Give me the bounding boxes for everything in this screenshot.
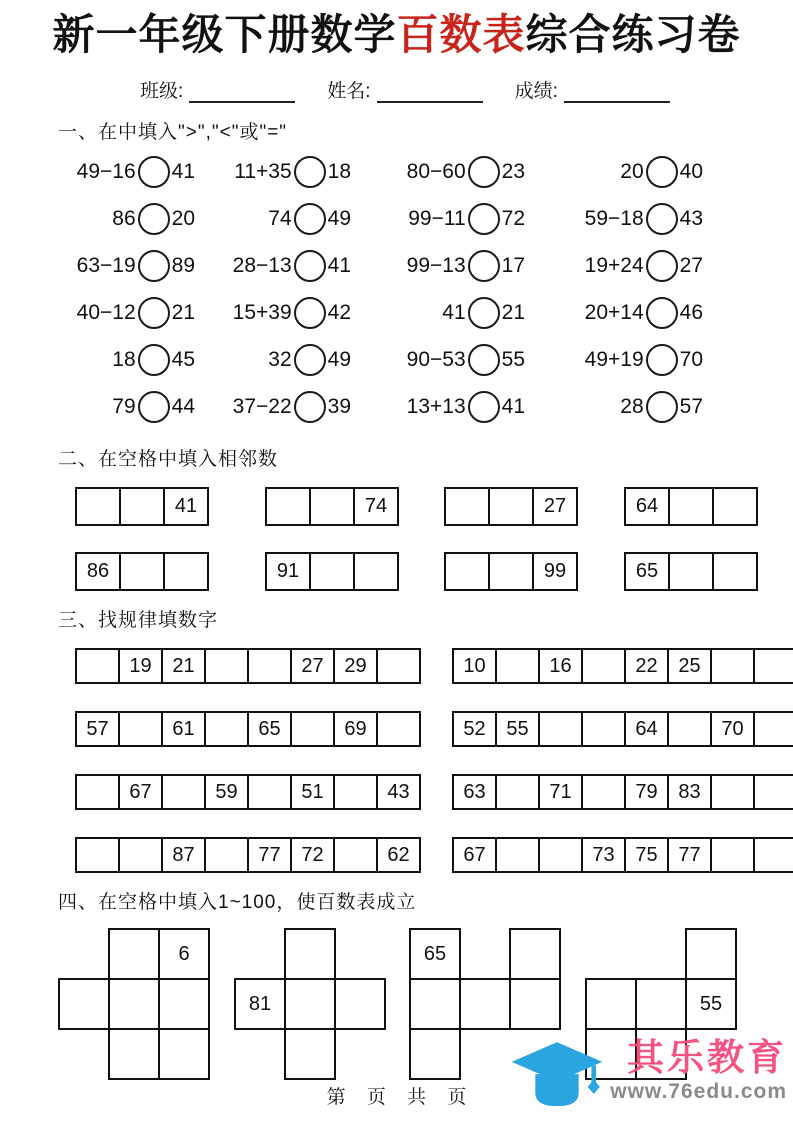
- number-cell: 65: [247, 711, 292, 747]
- empty-answer-cell[interactable]: [309, 552, 355, 591]
- answer-circle[interactable]: [646, 391, 678, 423]
- number-cell: 27: [290, 648, 335, 684]
- comparison-problem: [525, 156, 703, 188]
- number-cell: 64: [624, 487, 670, 526]
- hundred-chart-shape: [58, 928, 214, 1084]
- comparison-problem: [195, 250, 351, 282]
- empty-answer-cell[interactable]: [635, 978, 687, 1030]
- empty-answer-cell[interactable]: [581, 711, 626, 747]
- left-operand: 49+19: [584, 347, 644, 371]
- comparison-grid: [0, 148, 793, 430]
- answer-circle[interactable]: [468, 156, 500, 188]
- answer-circle[interactable]: [138, 344, 170, 376]
- right-operand: 18: [327, 159, 351, 183]
- empty-answer-cell[interactable]: [538, 711, 583, 747]
- left-operand: 41: [442, 300, 466, 324]
- left-operand: 13+13: [406, 394, 466, 418]
- empty-answer-cell[interactable]: [488, 552, 534, 591]
- left-operand: 74: [268, 206, 292, 230]
- grid-row: [0, 648, 793, 684]
- adjacent-grid: [444, 552, 578, 591]
- number-cell: 65: [624, 552, 670, 591]
- empty-answer-cell[interactable]: [108, 928, 160, 980]
- pattern-grid: [452, 648, 793, 684]
- empty-answer-cell[interactable]: [581, 648, 626, 684]
- right-operand: 57: [679, 394, 703, 418]
- empty-answer-cell[interactable]: [753, 711, 793, 747]
- hundred-chart-shape: [234, 928, 390, 1084]
- right-operand: 72: [501, 206, 525, 230]
- right-operand: 49: [327, 347, 351, 371]
- empty-answer-cell[interactable]: [353, 552, 399, 591]
- number-cell: 21: [161, 648, 206, 684]
- empty-answer-cell[interactable]: [265, 487, 311, 526]
- pattern-grid: [75, 648, 421, 684]
- empty-answer-cell[interactable]: [409, 1028, 461, 1080]
- left-operand: 99−13: [406, 253, 466, 277]
- comparison-row: [58, 148, 793, 195]
- section1-heading: 一、在中填入">","<"或"=": [58, 122, 288, 144]
- empty-answer-cell[interactable]: [509, 978, 561, 1030]
- left-operand: 32: [268, 347, 292, 371]
- empty-answer-cell[interactable]: [247, 774, 292, 810]
- left-operand: 63−19: [76, 253, 136, 277]
- comparison-problem: [58, 297, 195, 329]
- comparison-row: [58, 289, 793, 336]
- number-cell: 52: [452, 711, 497, 747]
- empty-answer-cell[interactable]: [409, 978, 461, 1030]
- empty-answer-cell[interactable]: [333, 837, 378, 873]
- comparison-problem: [195, 297, 351, 329]
- empty-answer-cell[interactable]: [58, 978, 110, 1030]
- empty-answer-cell[interactable]: [710, 774, 755, 810]
- empty-answer-cell[interactable]: [376, 648, 421, 684]
- number-cell: 61: [161, 711, 206, 747]
- empty-answer-cell[interactable]: [204, 648, 249, 684]
- number-cell: 63: [452, 774, 497, 810]
- right-operand: 43: [679, 206, 703, 230]
- right-operand: 21: [171, 300, 195, 324]
- publisher-logo: [508, 1038, 787, 1119]
- empty-answer-cell[interactable]: [667, 711, 712, 747]
- empty-answer-cell[interactable]: [710, 837, 755, 873]
- number-cell: 77: [667, 837, 712, 873]
- empty-answer-cell[interactable]: [753, 648, 793, 684]
- empty-answer-cell[interactable]: [163, 552, 209, 591]
- answer-circle[interactable]: [468, 250, 500, 282]
- number-cell: 65: [409, 928, 461, 980]
- comparison-row: [58, 195, 793, 242]
- empty-answer-cell[interactable]: [444, 487, 490, 526]
- number-cell: 67: [452, 837, 497, 873]
- number-cell: 43: [376, 774, 421, 810]
- number-cell: 29: [333, 648, 378, 684]
- number-cell: 79: [624, 774, 669, 810]
- answer-circle[interactable]: [294, 203, 326, 235]
- comparison-problem: [525, 344, 703, 376]
- empty-answer-cell[interactable]: [581, 774, 626, 810]
- comparison-problem: [195, 391, 351, 423]
- empty-answer-cell[interactable]: [710, 648, 755, 684]
- empty-answer-cell[interactable]: [75, 774, 120, 810]
- page-title: [0, 0, 793, 60]
- right-operand: 41: [327, 253, 351, 277]
- answer-circle[interactable]: [646, 297, 678, 329]
- page-footer: 第 页 共 页: [326, 1087, 467, 1108]
- number-cell: 99: [532, 552, 578, 591]
- comparison-problem: [195, 344, 351, 376]
- number-cell: 83: [667, 774, 712, 810]
- empty-answer-cell[interactable]: [753, 837, 793, 873]
- number-cell: 16: [538, 648, 583, 684]
- left-operand: 19+24: [584, 253, 644, 277]
- empty-answer-cell[interactable]: [495, 837, 540, 873]
- number-cell: 41: [163, 487, 209, 526]
- name-label: 姓名:: [327, 81, 371, 103]
- score-label: 成绩:: [514, 81, 558, 103]
- number-cell: 55: [685, 978, 737, 1030]
- class-blank[interactable]: [189, 79, 295, 103]
- adjacent-grid: [444, 487, 578, 526]
- comparison-problem: [195, 156, 351, 188]
- empty-answer-cell[interactable]: [334, 978, 386, 1030]
- answer-circle[interactable]: [294, 297, 326, 329]
- right-operand: 41: [501, 394, 525, 418]
- empty-answer-cell[interactable]: [75, 487, 121, 526]
- answer-circle[interactable]: [468, 344, 500, 376]
- empty-answer-cell[interactable]: [204, 837, 249, 873]
- answer-circle[interactable]: [294, 250, 326, 282]
- number-cell: 27: [532, 487, 578, 526]
- number-cell: 77: [247, 837, 292, 873]
- pattern-grid: [75, 837, 421, 873]
- right-operand: 21: [501, 300, 525, 324]
- answer-circle[interactable]: [468, 203, 500, 235]
- comparison-problem: [195, 203, 351, 235]
- right-operand: 49: [327, 206, 351, 230]
- left-operand: 86: [112, 206, 136, 230]
- grid-row: [0, 774, 793, 810]
- left-operand: 37−22: [232, 394, 292, 418]
- empty-answer-cell[interactable]: [495, 648, 540, 684]
- answer-circle[interactable]: [646, 250, 678, 282]
- grid-row: [0, 487, 793, 526]
- score-field: [515, 76, 670, 103]
- empty-answer-cell[interactable]: [444, 552, 490, 591]
- class-field: [140, 76, 295, 103]
- right-operand: 46: [679, 300, 703, 324]
- number-cell: 57: [75, 711, 120, 747]
- grid-row: [0, 552, 793, 591]
- empty-answer-cell[interactable]: [75, 648, 120, 684]
- empty-answer-cell[interactable]: [459, 978, 511, 1030]
- number-cell: 75: [624, 837, 669, 873]
- number-cell: 59: [204, 774, 249, 810]
- grid-row: [0, 837, 793, 873]
- comparison-problem: [351, 156, 525, 188]
- left-operand: 28: [620, 394, 644, 418]
- number-cell: 10: [452, 648, 497, 684]
- comparison-problem: [58, 156, 195, 188]
- answer-circle[interactable]: [138, 297, 170, 329]
- empty-answer-cell[interactable]: [333, 774, 378, 810]
- empty-answer-cell[interactable]: [488, 487, 534, 526]
- answer-circle[interactable]: [294, 391, 326, 423]
- left-operand: 40−12: [76, 300, 136, 324]
- comparison-problem: [525, 391, 703, 423]
- empty-answer-cell[interactable]: [509, 928, 561, 980]
- comparison-problem: [525, 250, 703, 282]
- empty-answer-cell[interactable]: [247, 648, 292, 684]
- empty-answer-cell[interactable]: [668, 487, 714, 526]
- empty-answer-cell[interactable]: [284, 1028, 336, 1080]
- comparison-problem: [351, 297, 525, 329]
- empty-answer-cell[interactable]: [376, 711, 421, 747]
- right-operand: 41: [171, 159, 195, 183]
- number-cell: 91: [265, 552, 311, 591]
- number-cell: 86: [75, 552, 121, 591]
- empty-answer-cell[interactable]: [118, 711, 163, 747]
- right-operand: 40: [679, 159, 703, 183]
- empty-answer-cell[interactable]: [290, 711, 335, 747]
- adjacent-grid: [265, 487, 399, 526]
- name-field: [327, 76, 482, 103]
- number-cell: 25: [667, 648, 712, 684]
- number-cell: 71: [538, 774, 583, 810]
- empty-answer-cell[interactable]: [495, 774, 540, 810]
- empty-answer-cell[interactable]: [712, 552, 758, 591]
- answer-circle[interactable]: [468, 391, 500, 423]
- number-cell: 69: [333, 711, 378, 747]
- empty-answer-cell[interactable]: [284, 978, 336, 1030]
- number-cell: 22: [624, 648, 669, 684]
- empty-answer-cell[interactable]: [668, 552, 714, 591]
- graduation-cap-icon: [508, 1038, 606, 1119]
- number-cell: 72: [290, 837, 335, 873]
- answer-circle[interactable]: [646, 156, 678, 188]
- comparison-problem: [351, 391, 525, 423]
- left-operand: 90−53: [406, 347, 466, 371]
- right-operand: 55: [501, 347, 525, 371]
- empty-answer-cell[interactable]: [108, 978, 160, 1030]
- section4-heading: 四、在空格中填入1~100，使百数表成立: [58, 892, 417, 914]
- comparison-problem: [525, 297, 703, 329]
- answer-circle[interactable]: [138, 203, 170, 235]
- number-cell: 67: [118, 774, 163, 810]
- empty-answer-cell[interactable]: [538, 837, 583, 873]
- empty-answer-cell[interactable]: [108, 1028, 160, 1080]
- adjacent-grid: [75, 487, 209, 526]
- grid-row: [0, 711, 793, 747]
- adjacent-grid: [624, 552, 758, 591]
- right-operand: 89: [171, 253, 195, 277]
- right-operand: 17: [501, 253, 525, 277]
- number-cell: 62: [376, 837, 421, 873]
- left-operand: 20+14: [584, 300, 644, 324]
- pattern-grid: [452, 837, 793, 873]
- student-info-row: [140, 76, 793, 103]
- answer-circle[interactable]: [646, 203, 678, 235]
- number-cell: 70: [710, 711, 755, 747]
- empty-answer-cell[interactable]: [158, 1028, 210, 1080]
- left-operand: 20: [620, 159, 644, 183]
- empty-answer-cell[interactable]: [75, 837, 120, 873]
- comparison-problem: [351, 250, 525, 282]
- right-operand: 44: [171, 394, 195, 418]
- right-operand: 20: [171, 206, 195, 230]
- empty-answer-cell[interactable]: [309, 487, 355, 526]
- answer-circle[interactable]: [294, 156, 326, 188]
- name-blank[interactable]: [377, 79, 483, 103]
- left-operand: 28−13: [232, 253, 292, 277]
- number-cell: 55: [495, 711, 540, 747]
- right-operand: 45: [171, 347, 195, 371]
- right-operand: 39: [327, 394, 351, 418]
- number-cell: 51: [290, 774, 335, 810]
- number-cell: 19: [118, 648, 163, 684]
- title-suffix: 综合练习卷: [525, 11, 741, 58]
- number-cell: 64: [624, 711, 669, 747]
- number-cell: 81: [234, 978, 286, 1030]
- empty-answer-cell[interactable]: [158, 978, 210, 1030]
- left-operand: 79: [112, 394, 136, 418]
- comparison-problem: [351, 344, 525, 376]
- adjacent-grid: [624, 487, 758, 526]
- comparison-problem: [525, 203, 703, 235]
- comparison-row: [58, 242, 793, 289]
- answer-circle[interactable]: [138, 391, 170, 423]
- title-highlight: 百数表: [396, 11, 526, 58]
- logo-text: [610, 1038, 787, 1104]
- comparison-problem: [58, 391, 195, 423]
- empty-answer-cell[interactable]: [204, 711, 249, 747]
- left-operand: 18: [112, 347, 136, 371]
- title-prefix: 新一年级下册数学: [52, 11, 397, 58]
- comparison-problem: [58, 344, 195, 376]
- left-operand: 99−11: [408, 206, 466, 230]
- section3-heading: 三、找规律填数字: [58, 610, 219, 632]
- answer-circle[interactable]: [468, 297, 500, 329]
- answer-circle[interactable]: [294, 344, 326, 376]
- left-operand: 15+39: [232, 300, 292, 324]
- score-blank[interactable]: [564, 79, 670, 103]
- adjacent-grid: [265, 552, 399, 591]
- adjacent-number-grids: [0, 487, 793, 591]
- class-label: 班级:: [140, 81, 184, 103]
- brand-url: www.76edu.com: [610, 1079, 787, 1103]
- empty-answer-cell[interactable]: [712, 487, 758, 526]
- answer-circle[interactable]: [138, 156, 170, 188]
- adjacent-grid: [75, 552, 209, 591]
- answer-circle[interactable]: [646, 344, 678, 376]
- right-operand: 42: [327, 300, 351, 324]
- number-cell: 73: [581, 837, 626, 873]
- empty-answer-cell[interactable]: [753, 774, 793, 810]
- left-operand: 11+35: [234, 159, 292, 183]
- empty-answer-cell[interactable]: [685, 928, 737, 980]
- empty-answer-cell[interactable]: [284, 928, 336, 980]
- pattern-grid: [452, 774, 793, 810]
- brand-name: 其乐教育: [627, 1037, 787, 1078]
- number-cell: 74: [353, 487, 399, 526]
- empty-answer-cell[interactable]: [161, 774, 206, 810]
- comparison-problem: [58, 203, 195, 235]
- left-operand: 59−18: [584, 206, 644, 230]
- pattern-grid: [75, 711, 421, 747]
- pattern-grids: [0, 648, 793, 873]
- right-operand: 27: [679, 253, 703, 277]
- right-operand: 70: [679, 347, 703, 371]
- number-cell: 87: [161, 837, 206, 873]
- comparison-row: [58, 336, 793, 383]
- right-operand: 23: [501, 159, 525, 183]
- left-operand: 49−16: [76, 159, 136, 183]
- empty-answer-cell[interactable]: [118, 837, 163, 873]
- comparison-problem: [58, 250, 195, 282]
- answer-circle[interactable]: [138, 250, 170, 282]
- section2-heading: 二、在空格中填入相邻数: [58, 449, 279, 471]
- number-cell: 6: [158, 928, 210, 980]
- comparison-row: [58, 383, 793, 430]
- left-operand: 80−60: [406, 159, 466, 183]
- empty-answer-cell[interactable]: [119, 487, 165, 526]
- empty-answer-cell[interactable]: [119, 552, 165, 591]
- pattern-grid: [452, 711, 793, 747]
- comparison-problem: [351, 203, 525, 235]
- empty-answer-cell[interactable]: [585, 978, 637, 1030]
- pattern-grid: [75, 774, 421, 810]
